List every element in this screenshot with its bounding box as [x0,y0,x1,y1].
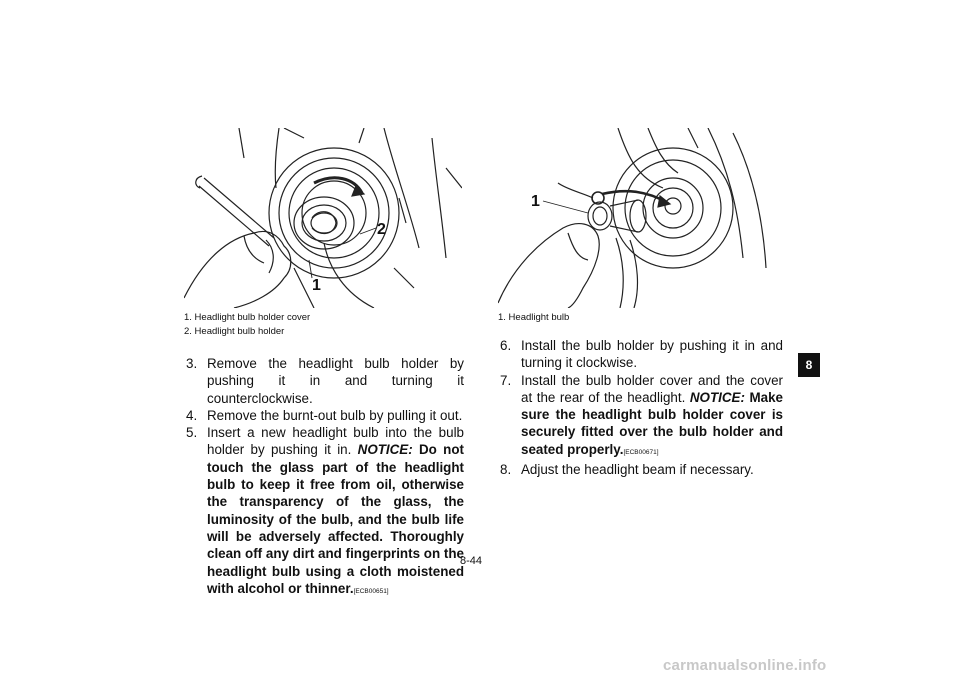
notice-label: NOTICE: [689,389,745,405]
step-text: Adjust the headlight beam if necessary. [521,462,754,478]
step-number: 4. [186,407,198,423]
step-body [207,424,464,600]
notice-text: Do not touch the glass part of the headlight bulb to keep it free from oil, otherwise the transparency of the glass, the luminosity of the bulb, and the bulb life will be adversely affected. Thoroughly clean off any dirt and fingerprints on the headlight bulb using a cloth moistened with alcohol or thinner. [207,442,464,596]
step-text: Install the bulb holder cover and the cover at the rear of the headlight. [521,372,783,405]
notice-text: Make sure the headlight bulb holder cover is securely fitted over the bulb holder and seated properly. [521,389,783,457]
step-text: Insert a new headlight bulb into the bulb holder by pushing it in. [207,425,464,458]
step-body [521,372,783,461]
illustration-bulb-installation [498,128,780,308]
step-number: 7. [500,372,512,388]
step-number: 3. [186,356,198,371]
page-number: 8-44 [460,555,483,567]
callout-2: 2 [377,221,386,238]
caption-item: 2. Headlight bulb holder [184,326,285,337]
step-number: 8. [500,462,512,478]
step-text: Remove the headlight bulb holder by pushing it in and turning it counterclockwise. [207,356,464,406]
steps-left [186,355,464,600]
illustration-bulb-holder-removal [184,128,462,308]
callout-1: 1 [312,277,321,294]
step-text: Remove the burnt-out bulb by pulling it out. [207,407,463,423]
reference-code: [ECB00671] [623,448,659,456]
figure-caption-right [498,311,569,325]
step-7 [500,372,783,461]
caption-item: 1. Headlight bulb holder cover [184,312,311,323]
notice-label: NOTICE: [357,442,413,458]
step-6 [500,337,783,372]
step-number: 6. [500,338,512,353]
watermark: carmanualsonline.info [663,657,827,674]
step-number: 5. [186,425,198,441]
caption-item: 1. Headlight bulb [498,312,570,323]
step-4 [186,407,464,424]
reference-code: [ECB00651] [353,587,389,595]
figure-caption-left [184,311,310,339]
chapter-tab: 8 [798,353,820,377]
step-8 [500,461,783,478]
step-5 [186,424,464,600]
step-3 [186,355,464,407]
step-text: Install the bulb holder by pushing it in and turning it clockwise. [521,338,783,371]
callout-1: 1 [531,193,540,210]
steps-right [500,337,783,478]
